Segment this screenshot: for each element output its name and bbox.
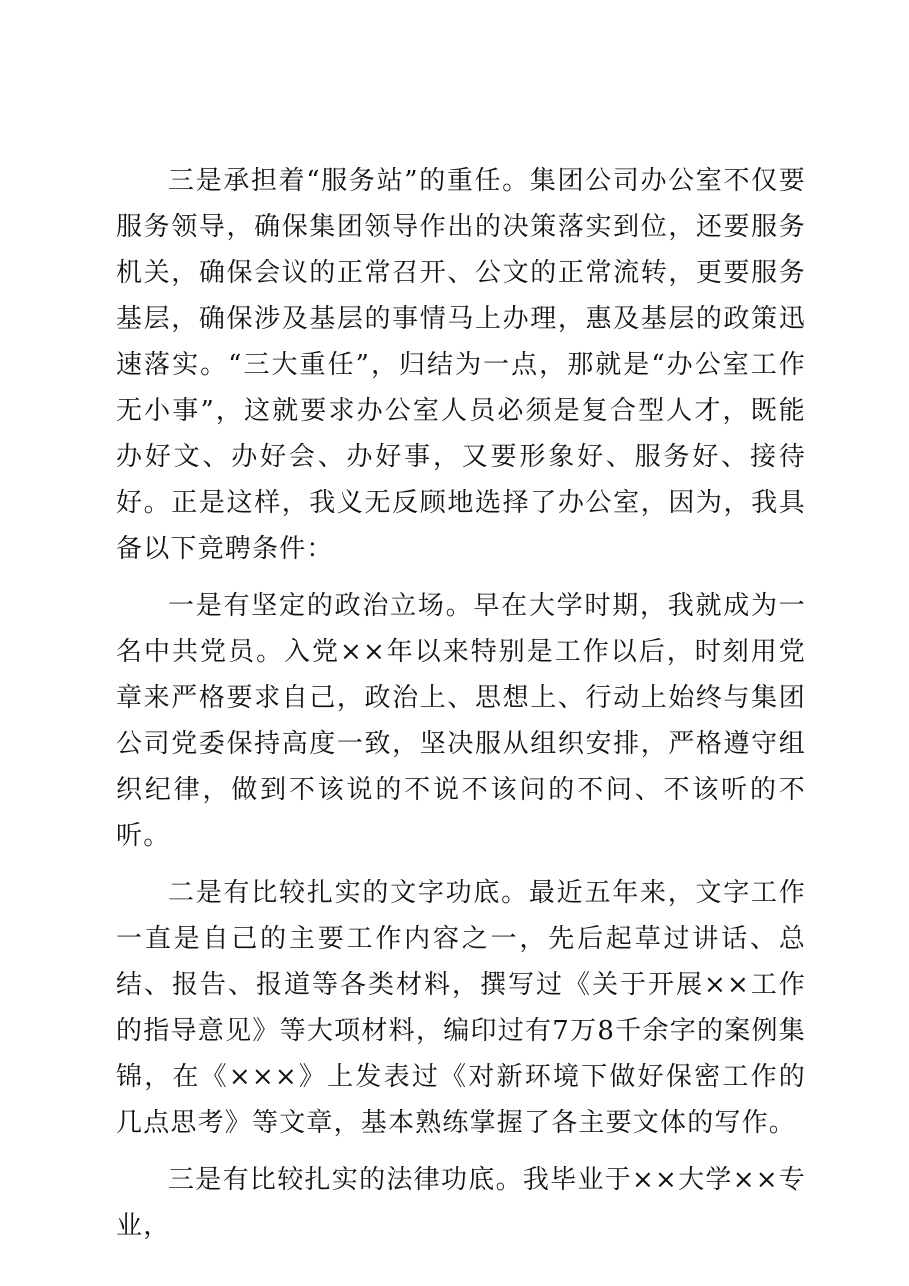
paragraph-political-stance: 一是有坚定的政治立场。早在大学时期，我就成为一名中共党员。入党××年以来特别是工作以后，时刻用党章来严格要求自己，政治上、思想上、行动上始终与集团公司党委保持高度一致，坚决服从组织安排，严格遵守组织纪律，做到不该说的不说不该问的不问、不该听的不听。 [116,591,806,851]
document-page [116,158,806,1249]
paragraph-service-station: 三是承担着“服务站”的重任。集团公司办公室不仅要服务领导，确保集团领导作出的决策落实到位，还要服务机关，确保会议的正常召开、公文的正常流转，更要服务基层，确保涉及基层的事情马上办理，惠及基层的政策迅速落实。“三大重任”，归结为一点，那就是“办公室工作无小事”，这就要求办公室人员必须是复合型人才，既能办好文、办好会、办好事，又要形象好、服务好、接待好。正是这样，我义无反顾地选择了办公室，因为，我具备以下竞聘条件： [116,166,806,564]
paragraph-writing-skills: 二是有比较扎实的文字功底。最近五年来，文字工作一直是自己的主要工作内容之一，先后起草过讲话、总结、报告、报道等各类材料，撰写过《关于开展××工作的指导意见》等大项材料，编印过有7万8千余字的案例集锦，在《×××》上发表过《对新环境下做好保密工作的几点思考》等文章，基本熟练掌握了各主要文体的写作。 [116,878,806,1138]
paragraph-legal-foundation: 三是有比较扎实的法律功底。我毕业于××大学××专业， [116,1165,806,1241]
